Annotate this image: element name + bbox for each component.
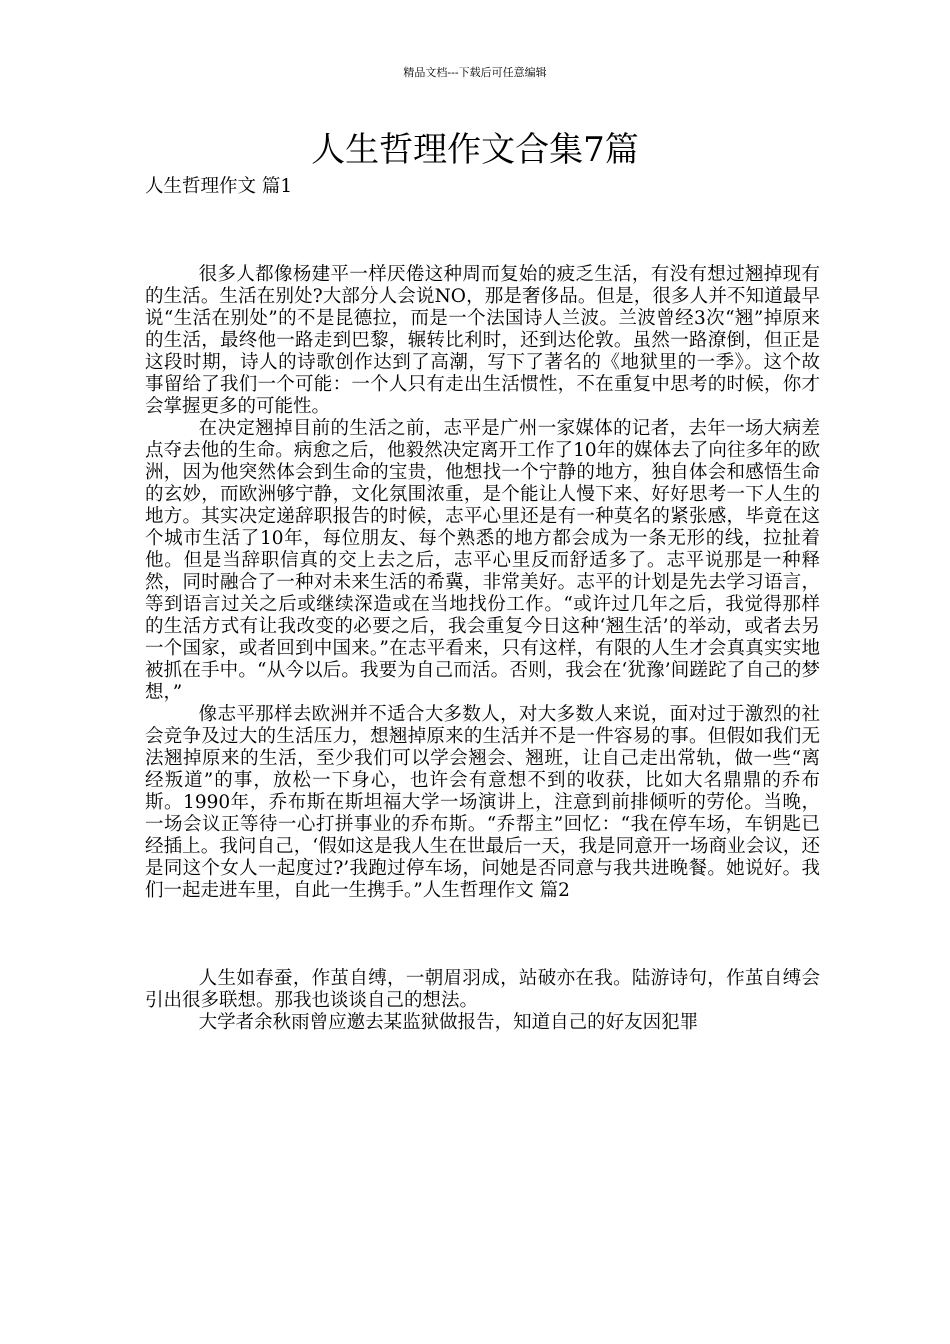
paragraph: 大学者余秋雨曾应邀去某监狱做报告，知道自己的好友因犯罪 <box>198 1012 699 1033</box>
paragraph: 人生如春蚕，作茧自缚，一朝眉羽成，站破亦在我。陆游诗句，作茧自缚会引出很多联想。那我也谈谈自己的想法。 <box>145 968 820 1011</box>
document-body <box>145 176 820 1034</box>
paragraph: 在决定翘掉目前的生活之前，志平是广州一家媒体的记者，去年一场大病差点夺去他的生命。病愈之后，他毅然决定离开工作了10年的媒体去了向往多年的欧洲，因为他突然体会到生命的宝贵，他想找一个宁静的地方，独自体会和感悟生命的玄妙，而欧洲够宁静，文化氛围浓重，是个能让人慢下来、好好思考一下人生的地方。其实决定递辞职报告的时候，志平心里还是有一种莫名的紧张感，毕竟在这个城市生活了10年，每位朋友、每个熟悉的地方都会成为一条无形的线，拉扯着他。但是当辞职信真的交上去之后，志平心里反而舒适多了。志平说那是一种释然，同时融合了一种对未来生活的希冀，非常美好。志平的计划是先去学习语言，等到语言过关之后或继续深造或在当地找份工作。“或许过几年之后，我觉得那样的生活方式有让我改变的必要之后，我会重复今日这种‘翘生活’的举动，或者去另一个国家，或者回到中国来。”在志平看来，只有这样，有限的人生才会真真实实地被抓在手中。“从今以后。我要为自己而活。否则，我会在‘犹豫’间蹉跎了自己的梦想，” <box>145 418 820 703</box>
section-spacer <box>145 902 820 968</box>
document-title: 人生哲理作文合集7篇 <box>311 130 639 170</box>
section-spacer <box>145 198 820 264</box>
paragraph: 像志平那样去欧洲并不适合大多数人，对大多数人来说，面对过于激烈的社会竞争及过大的生活压力，想翘掉原来的生活并不是一件容易的事。但假如我们无法翘掉原来的生活，至少我们可以学会翘会、翘班，让自己走出常轨，做一些“离经叛道”的事，放松一下身心，也许会有意想不到的收获，比如大名鼎鼎的乔布斯。1990年，乔布斯在斯坦福大学一场演讲上，注意到前排倾听的劳伦。当晚，一场会议正等待一心打拼事业的乔布斯。“乔帮主”回忆：“我在停车场，车钥匙已经插上。我问自己，‘假如这是我人生在世最后一天，我是同意开一场商业会议，还是同这个女人一起度过?’我跑过停车场，问她是否同意与我共进晚餐。她说好。我们一起走进车里，自此一生携手。”人生哲理作文 篇2 <box>145 704 820 901</box>
page-header: 精品文档---下载后可任意编辑 <box>403 66 547 79</box>
paragraph: 很多人都像杨建平一样厌倦这种周而复始的疲乏生活，有没有想过翘掉现有的生活。生活在别处?大部分人会说NO，那是奢侈品。但是，很多人并不知道最早说“生活在别处”的不是昆德拉，而是一个法国诗人兰波。兰波曾经3次“翘”掉原来的生活，最终他一路走到巴黎，辗转比利时，还到达伦敦。虽然一路潦倒，但正是这段时期，诗人的诗歌创作达到了高潮，写下了著名的《地狱里的一季》。这个故事留给了我们一个可能：一个人只有走出生活惯性，不在重复中思考的时候，你才会掌握更多的可能性。 <box>145 264 820 417</box>
section-heading: 人生哲理作文 篇1 <box>145 176 293 197</box>
